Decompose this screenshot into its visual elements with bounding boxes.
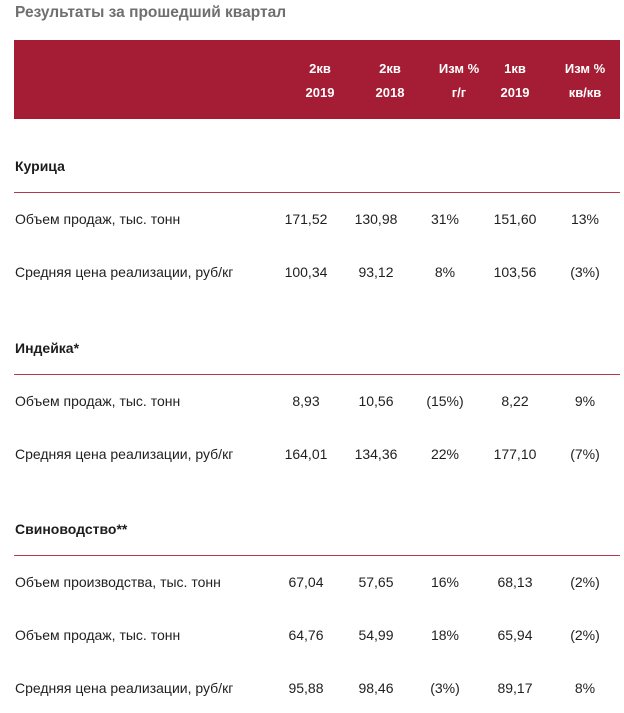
- cell-change-yoy: 16%: [430, 574, 460, 590]
- column-header-line: 1кв: [504, 61, 526, 76]
- column-header-line: 2кв: [379, 61, 401, 76]
- row-label: Средняя цена реализации, руб/кг: [15, 680, 234, 696]
- column-header-1q-2019: [480, 57, 550, 105]
- cell-2q-2018: 134,36: [354, 446, 398, 462]
- cell-2q-2019: 95,88: [288, 680, 324, 696]
- cell-1q-2019: 8,22: [501, 393, 529, 409]
- cell-2q-2019: 164,01: [284, 446, 328, 462]
- cell-1q-2019: 65,94: [497, 627, 533, 643]
- cell-change-qoq: 13%: [570, 211, 600, 227]
- table-row: [0, 264, 624, 286]
- section-divider: [14, 555, 620, 556]
- column-header-line: кв/кв: [568, 85, 602, 100]
- cell-change-yoy: 22%: [430, 446, 460, 462]
- cell-1q-2019: 89,17: [497, 680, 533, 696]
- cell-change-qoq: (2%): [570, 627, 600, 643]
- column-header-line: 2019: [305, 85, 335, 100]
- cell-1q-2019: 103,56: [493, 264, 537, 280]
- cell-1q-2019: 151,60: [493, 211, 537, 227]
- cell-2q-2019: 8,93: [292, 393, 320, 409]
- section-divider: [14, 192, 620, 193]
- cell-2q-2019: 64,76: [288, 627, 324, 643]
- column-header-change-qoq: [550, 57, 620, 105]
- cell-change-yoy: (15%): [426, 393, 464, 409]
- column-header-line: Изм %: [438, 61, 480, 76]
- row-label: Объем продаж, тыс. тонн: [15, 393, 181, 409]
- cell-2q-2018: 54,99: [358, 627, 394, 643]
- table-row: [0, 446, 624, 468]
- row-label: Средняя цена реализации, руб/кг: [15, 446, 234, 462]
- cell-2q-2019: 171,52: [284, 211, 328, 227]
- cell-change-yoy: 8%: [434, 264, 456, 280]
- section-divider: [14, 374, 620, 375]
- page-title: Результаты за прошедший квартал: [15, 4, 287, 21]
- row-label: Средняя цена реализации, руб/кг: [15, 264, 234, 280]
- cell-2q-2019: 100,34: [284, 264, 328, 280]
- cell-change-qoq: (2%): [570, 574, 600, 590]
- cell-2q-2018: 130,98: [354, 211, 398, 227]
- column-header-line: 2019: [500, 85, 530, 100]
- cell-2q-2018: 57,65: [358, 574, 394, 590]
- table-row: [0, 211, 624, 233]
- column-header-2q-2018: [355, 57, 425, 105]
- section-title-chicken: Курица: [15, 158, 65, 174]
- table-row: [0, 574, 624, 596]
- cell-2q-2018: 98,46: [358, 680, 394, 696]
- row-label: Объем продаж, тыс. тонн: [15, 211, 181, 227]
- cell-change-yoy: (3%): [430, 680, 460, 696]
- column-header-line: г/г: [451, 85, 467, 100]
- cell-change-qoq: (7%): [570, 446, 600, 462]
- column-header-2q-2019: [285, 57, 355, 105]
- cell-2q-2018: 10,56: [358, 393, 394, 409]
- cell-2q-2019: 67,04: [288, 574, 324, 590]
- row-label: Объем производства, тыс. тонн: [15, 574, 221, 590]
- cell-1q-2019: 177,10: [493, 446, 537, 462]
- column-header-line: Изм %: [564, 61, 606, 76]
- section-title-pork: Свиноводство**: [15, 521, 128, 537]
- cell-1q-2019: 68,13: [497, 574, 533, 590]
- column-header-line: 2018: [375, 85, 405, 100]
- section-title-turkey: Индейка*: [15, 340, 80, 356]
- cell-change-qoq: (3%): [570, 264, 600, 280]
- row-label: Объем продаж, тыс. тонн: [15, 627, 181, 643]
- cell-change-qoq: 9%: [574, 393, 596, 409]
- column-header-line: 2кв: [309, 61, 331, 76]
- cell-change-yoy: 18%: [430, 627, 460, 643]
- cell-2q-2018: 93,12: [358, 264, 394, 280]
- table-row: [0, 680, 624, 702]
- table-row: [0, 393, 624, 415]
- table-row: [0, 627, 624, 649]
- table-header: [14, 40, 620, 119]
- cell-change-qoq: 8%: [574, 680, 596, 696]
- cell-change-yoy: 31%: [430, 211, 460, 227]
